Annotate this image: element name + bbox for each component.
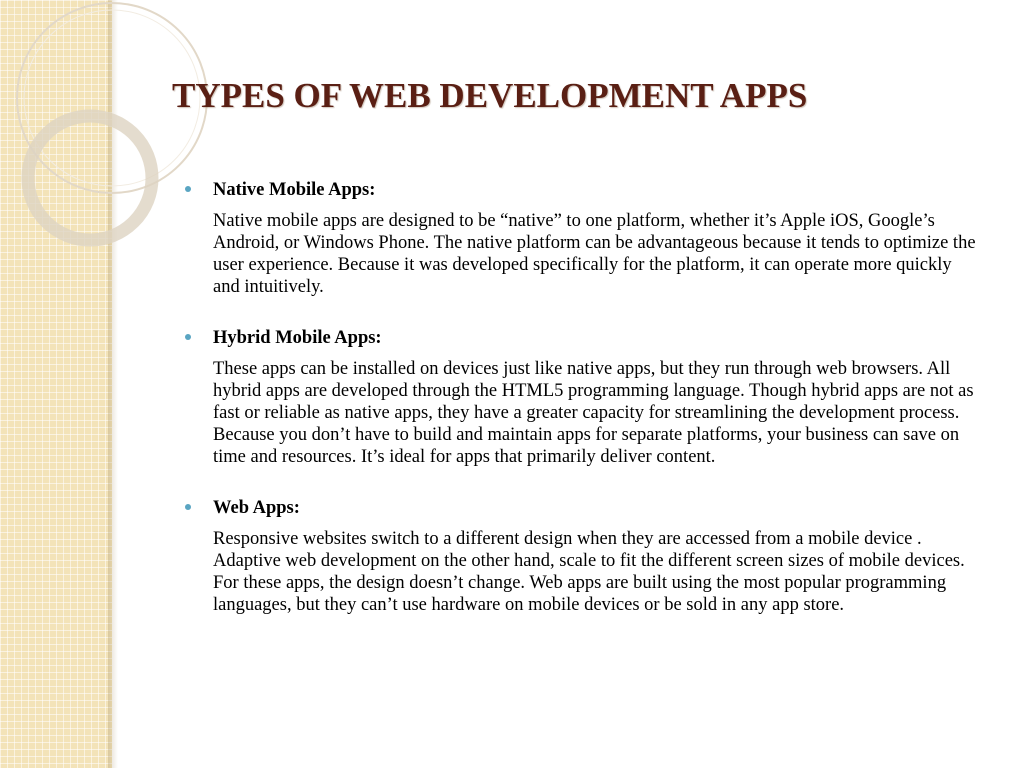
list-item-web-apps [182, 496, 982, 616]
bullet-list [182, 178, 982, 644]
decorative-ring-small [28, 116, 152, 240]
list-item-heading: Native Mobile Apps: [213, 180, 376, 200]
list-item-header [182, 178, 982, 202]
list-item-description: Responsive websites switch to a different design when they are accessed from a mobile device . Adaptive web development on the other hand, scale to fit the different screen sizes of mobile devices. For these apps, the design doesn’t change. Web apps are built using the most popular programming languages, but they can’t use hardware on mobile devices or be sold in any app store. [213, 529, 965, 615]
list-item-native-mobile-apps [182, 178, 982, 298]
list-item-description: These apps can be installed on devices just like native apps, but they run through web browsers. All hybrid apps are developed through the HTML5 programming language. Though hybrid apps are not as fast or reliable as native apps, they have a greater capacity for streamlining the development process. Because you don’t have to build and maintain apps for separate platforms, your business can save on time and resources. It’s ideal for apps that primarily deliver content. [213, 359, 974, 467]
bullet-dot-icon [185, 504, 191, 510]
list-item-heading: Hybrid Mobile Apps: [213, 328, 382, 348]
list-item-hybrid-mobile-apps [182, 326, 982, 468]
slide-title: TYPES OF WEB DEVELOPMENT APPS [172, 76, 808, 115]
list-item-description: Native mobile apps are designed to be “native” to one platform, whether it’s Apple iOS, Google’s Android, or Windows Phone. The native platform can be advantageous because it tends to optimize the user experience. Because it was developed specifically for the platform, it can operate more quickly and intuitively. [213, 211, 976, 297]
list-item-header [182, 496, 982, 520]
bullet-dot-icon [185, 186, 191, 192]
list-item-header [182, 326, 982, 350]
bullet-dot-icon [185, 334, 191, 340]
list-item-heading: Web Apps: [213, 498, 300, 518]
